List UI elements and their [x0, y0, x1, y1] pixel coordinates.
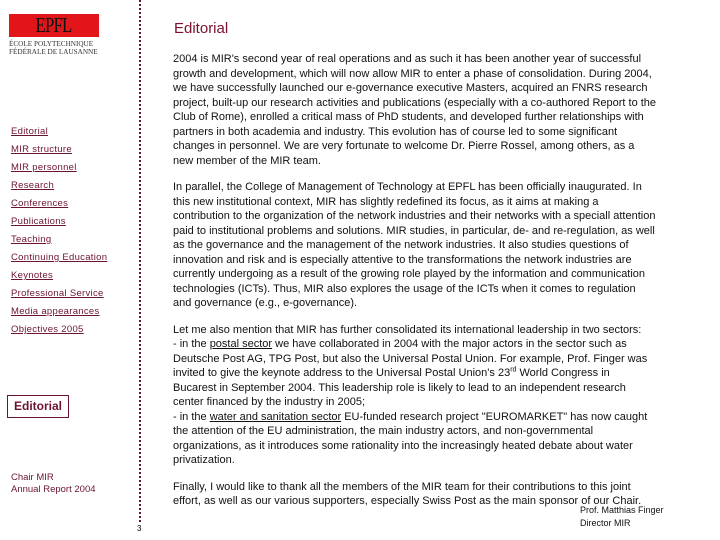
text-line: innovation and risk and is especially attentive to the transformations the network industries are [173, 253, 632, 266]
text-line: project, built-up our research activities and publications (especially with a co-authored Report to the [173, 96, 657, 109]
text-line: Let me also mention that MIR has further consolidated its international leadership in two sectors: [173, 323, 642, 336]
text-line: as the governance and the management of the network industries. It also studies questions of [173, 239, 629, 251]
page-number: 3 [137, 524, 142, 533]
text-line: organizations, as it introduces some rationality into the increasingly heated debate about water [173, 439, 633, 452]
text-line: effort, as well as our various supporters, especially Swiss Post as the main sponsor of our Chair. [173, 495, 642, 507]
nav-conferences[interactable]: Conferences [11, 198, 69, 209]
signature-name: Prof. Matthias Finger [580, 505, 664, 515]
text-line: changes in personnel. We are very fortunate to welcome Dr. Pierre Rossel, among others, as a [173, 140, 635, 152]
signature-role: Director MIR [580, 517, 631, 528]
nav-objectives-2005[interactable]: Objectives 2005 [11, 324, 84, 335]
text: we have collaborated in 2004 with the major actors in the sector such as [272, 338, 627, 350]
text-line: new member of the MIR team. [173, 154, 321, 167]
side-nav [11, 125, 107, 341]
report-name: Annual Report 2004 [11, 484, 96, 495]
nav-research[interactable]: Research [11, 180, 55, 191]
logo-text: EPFL [34, 14, 75, 37]
signature [580, 504, 664, 529]
water-sector-link[interactable]: water and sanitation sector [209, 410, 342, 423]
paragraph-3 [173, 323, 656, 468]
nav-media-appearances[interactable]: Media appearances [11, 306, 100, 317]
epfl-logo [9, 14, 99, 56]
nav-editorial[interactable]: Editorial [11, 126, 49, 137]
text-line: In parallel, the College of Management of Technology at EPFL has been officially inaugurated. In [173, 181, 642, 193]
text: invited to give the keynote address to the Universal Postal Union's 23 [173, 367, 511, 379]
page-title: Editorial [174, 20, 229, 37]
text-line: this new institutional context, MIR has slightly redefined its focus, as it aims at making a [173, 195, 599, 208]
nav-professional-service[interactable]: Professional Service [11, 288, 104, 299]
text-line: and governance (e.g., e-governance). [173, 297, 358, 309]
text: EU-funded research project "EUROMARKET" has now caught [341, 410, 648, 423]
logo-line1: ÉCOLE POLYTECHNIQUE [9, 40, 94, 48]
text-line: privatization. [173, 454, 235, 466]
dotted-divider [139, 0, 141, 522]
chair-name: Chair MIR [11, 472, 54, 483]
text: World Congress in [516, 367, 610, 379]
nav-mir-structure[interactable]: MIR structure [11, 144, 72, 155]
text-line: we have successfully launched our e-governance executive Masters, acquired an FNRS research [173, 82, 648, 94]
postal-sector-link[interactable]: postal sector [209, 338, 273, 350]
section-label-box: Editorial [7, 395, 69, 418]
text-line: Finally, I would like to thank all the members of the MIR team for their contributions to this joint [173, 480, 631, 493]
text-line: paid to institutional problems and solutions. MIR studies, in particular, de- and re-regulation, as well [173, 224, 655, 237]
text-line: contribution to the organization of the network industries and their networks with a speciall attention [173, 210, 656, 222]
text-line: Bucarest in September 2004. This leadership role is likely to lead to an independent research [173, 381, 626, 394]
nav-publications[interactable]: Publications [11, 216, 66, 227]
report-footer [11, 472, 96, 496]
text-line: the attention of the EU administration, the main industry actors, and non-governmental [173, 425, 594, 437]
text-line: growth and development, which will now allow MIR to enter a phase of consolidation. During 2004, [173, 67, 652, 80]
text-line [173, 366, 656, 381]
nav-keynotes[interactable]: Keynotes [11, 270, 54, 281]
text: - in the [173, 410, 210, 423]
text-line [173, 410, 656, 425]
text-line: center financed by the industry in 2005; [173, 396, 366, 408]
text-line: technologies (ICTs). Thus, MIR also explores the usage of the ICTs when it comes to regulation [173, 282, 636, 295]
text-line: currently undergoing as a result of the growing role played by the information and communication [173, 268, 646, 280]
text-line [173, 337, 656, 352]
paragraph-2 [173, 180, 656, 311]
nav-teaching[interactable]: Teaching [11, 234, 52, 245]
editorial-body [173, 52, 656, 521]
superscript: rd [510, 366, 517, 374]
text-line: Deutsche Post AG, TPG Post, but also the Universal Postal Union. For example, Prof. Finger was [173, 352, 648, 365]
paragraph-1 [173, 52, 656, 168]
logo-line2: FÉDÉRALE DE LAUSANNE [9, 47, 98, 56]
nav-mir-personnel[interactable]: MIR personnel [11, 162, 77, 173]
text: - in the [173, 338, 210, 350]
text-line: Club of Rome), enrolled a critical mass of PhD students, and developed further relationships with [173, 111, 644, 123]
nav-continuing-education[interactable]: Continuing Education [11, 252, 108, 263]
text-line: 2004 is MIR's second year of real operations and as such it has been another year of successful [173, 53, 642, 65]
text-line: partners in both academia and industry. This evolution has of course led to some significant [173, 125, 618, 138]
